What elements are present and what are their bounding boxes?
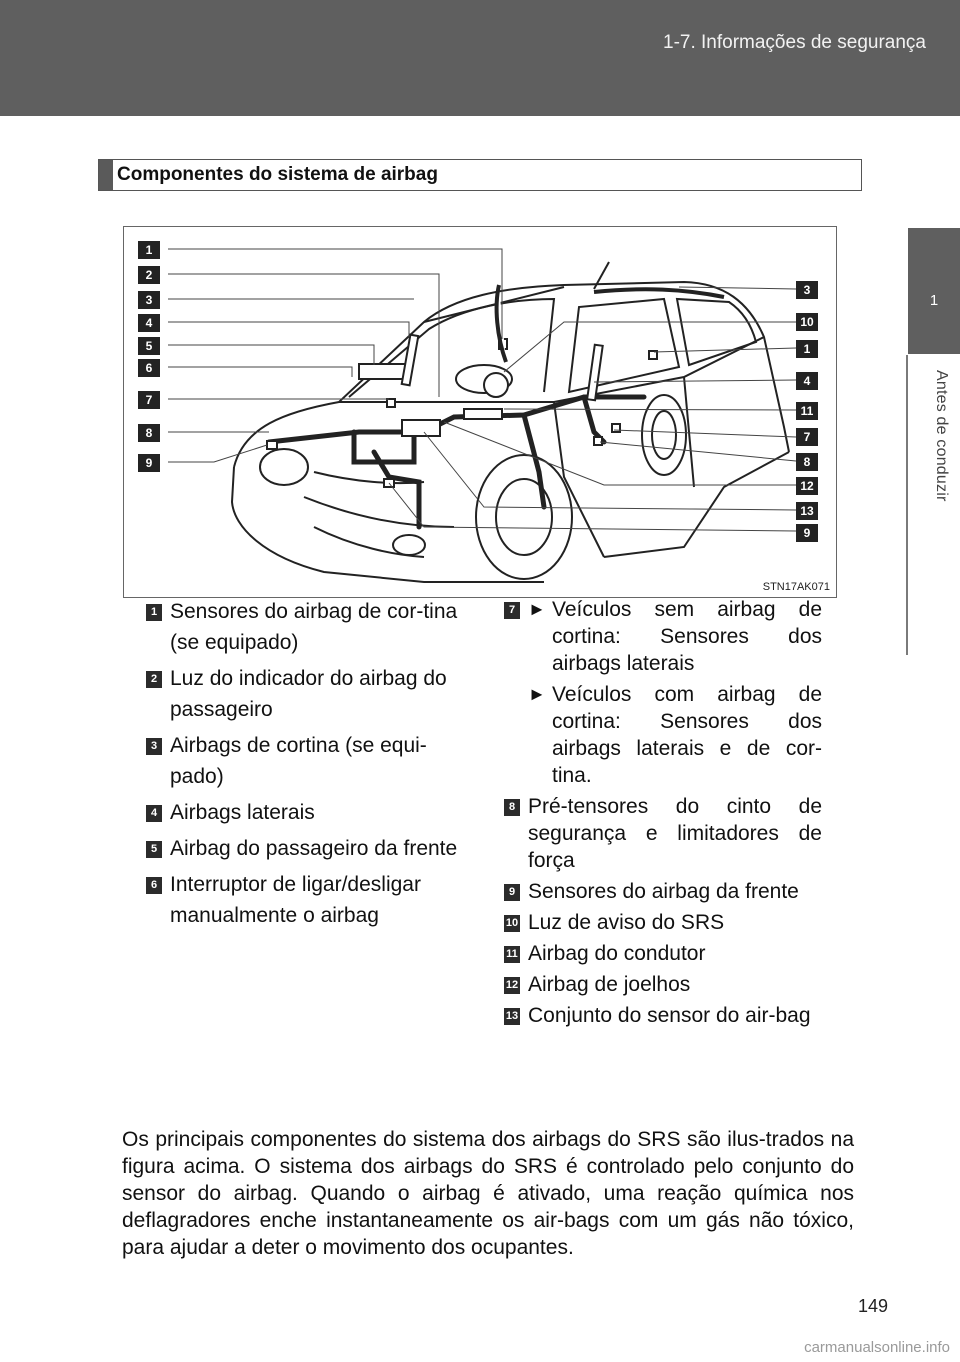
fig-callout: 6	[138, 359, 160, 377]
item-text: Airbag do passageiro da frente	[170, 837, 458, 860]
item-number: 7	[504, 602, 520, 619]
item-text: Luz de aviso do SRS	[528, 911, 725, 934]
section-marker	[99, 160, 113, 190]
item-text: Luz do indicador do airbag do passageiro	[170, 667, 447, 721]
section-title: Componentes do sistema de airbag	[117, 164, 438, 185]
item-number: 11	[504, 946, 520, 963]
figure-code: STN17AK071	[762, 581, 830, 593]
body-paragraph: Os principais componentes do sistema dos airbags do SRS são ilus-trados na figura acima. O sistema dos airbags do SRS é controlado pelo conjunto do sensor do airbag. Quando o airbag é ativado, uma reação química nos deflagradores enche instantaneamente os air-bags com um gás não tóxico, para ajudar a deter o movimento dos ocupantes.	[122, 1128, 854, 1259]
item-text: Sensores do airbag da frente	[528, 880, 799, 903]
item-text: Interruptor de ligar/desligar manualmente o airbag	[170, 873, 421, 927]
fig-callout: 2	[138, 266, 160, 284]
chapter-tab	[908, 228, 960, 354]
item-text: Airbags laterais	[170, 801, 315, 824]
item-number: 12	[504, 977, 520, 994]
car-illustration	[124, 227, 838, 599]
item-subcase: ► Veículos sem airbag de cortina: Sensores dos airbags laterais	[528, 596, 822, 677]
chapter-number: 1	[929, 292, 939, 309]
fig-callout: 4	[138, 314, 160, 332]
item-number: 8	[504, 799, 520, 816]
item-number: 3	[146, 738, 162, 755]
fig-callout: 1	[796, 340, 818, 358]
fig-callout: 1	[138, 241, 160, 259]
fig-callout: 5	[138, 337, 160, 355]
item-number: 13	[504, 1008, 520, 1025]
fig-callout: 9	[796, 524, 818, 542]
item-text: Airbags de cortina (se equi-pado)	[170, 734, 427, 788]
item-number: 5	[146, 841, 162, 858]
fig-callout: 3	[796, 281, 818, 299]
legend-item	[504, 940, 822, 967]
legend-left	[146, 596, 466, 936]
legend-item	[146, 730, 466, 792]
item-text: Conjunto do sensor do air-bag	[528, 1004, 811, 1027]
legend-item	[504, 878, 822, 905]
fig-callout: 12	[796, 477, 818, 495]
item-number: 10	[504, 915, 520, 932]
fig-callout: 8	[138, 424, 160, 442]
legend-item	[504, 793, 822, 874]
section-heading	[98, 159, 862, 191]
fig-callout: 7	[796, 428, 818, 446]
item-text: Sensores do airbag de cor-tina (se equipado)	[170, 600, 458, 654]
airbag-diagram	[123, 226, 837, 598]
legend-right	[504, 596, 822, 1033]
fig-callout: 7	[138, 391, 160, 409]
item-number: 6	[146, 877, 162, 894]
fig-callout: 3	[138, 291, 160, 309]
legend-item	[146, 663, 466, 725]
legend-item	[504, 1002, 822, 1029]
header-title: 1-7. Informações de segurança	[663, 32, 926, 53]
watermark: carmanualsonline.info	[804, 1339, 950, 1356]
legend-item	[504, 971, 822, 998]
fig-callout: 11	[796, 402, 818, 420]
page-header	[0, 0, 960, 116]
chapter-label: Antes de conduzir	[933, 370, 950, 502]
legend-item	[504, 909, 822, 936]
item-number: 1	[146, 604, 162, 621]
item-text: Airbag do condutor	[528, 942, 706, 965]
item-number: 2	[146, 671, 162, 688]
legend-item	[146, 596, 466, 658]
legend-item	[146, 869, 466, 931]
fig-callout: 9	[138, 454, 160, 472]
item-number: 4	[146, 805, 162, 822]
page-number: 149	[857, 1296, 888, 1316]
item-number: 9	[504, 884, 520, 901]
legend-item	[146, 797, 466, 828]
fig-callout: 13	[796, 502, 818, 520]
item-text: Pré-tensores do cinto de segurança e limitadores de força	[528, 795, 822, 872]
fig-callout: 4	[796, 372, 818, 390]
legend-item-7	[504, 596, 822, 789]
item-subcase: ► Veículos com airbag de cortina: Sensores dos airbags laterais e de cor-tina.	[528, 681, 822, 789]
fig-callout: 8	[796, 453, 818, 471]
item-text: Airbag de joelhos	[528, 973, 691, 996]
legend-item	[146, 833, 466, 864]
fig-callout: 10	[796, 313, 818, 331]
